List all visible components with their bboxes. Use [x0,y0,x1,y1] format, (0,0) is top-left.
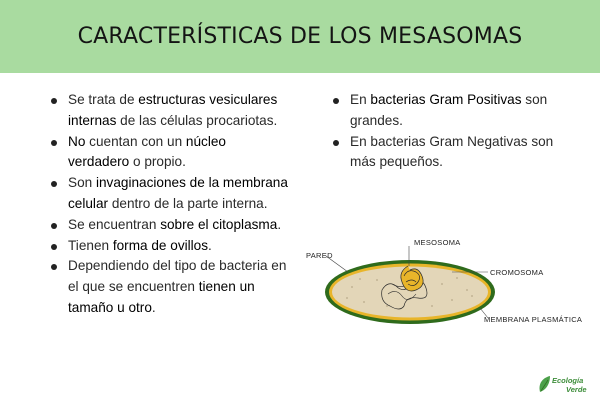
page-title: CARACTERÍSTICAS DE LOS MESASOMAS [77,24,523,49]
svg-text:Ecología: Ecología [552,376,584,385]
label-membrana: MEMBRANA PLASMÁTICA [484,315,583,324]
label-cromosoma: CROMOSOMA [490,268,544,277]
list-item: No cuentan con un núcleo verdadero o propio. [48,132,288,174]
list-item: Tienen forma de ovillos. [48,236,288,257]
characteristics-list-right [330,90,580,173]
bacteria-diagram [302,232,592,332]
label-mesosoma: MESOSOMA [414,238,461,247]
list-item: En bacterias Gram Positivas son grandes. [330,90,580,132]
list-item: Dependiendo del tipo de bacteria en el que se encuentren tienen un tamaño u otro. [48,256,288,318]
header-banner [0,0,600,73]
list-item: Son invaginaciones de la membrana celular dentro de la parte interna. [48,173,288,215]
list-item: Se trata de estructuras vesiculares internas de las células procariotas. [48,90,288,132]
list-item: Se encuentran sobre el citoplasma. [48,215,288,236]
characteristics-list-left [48,90,288,319]
ecologia-verde-logo [536,372,596,396]
label-pared: PARED [306,251,333,260]
svg-text:Verde: Verde [566,385,587,394]
leaf-icon [539,376,550,392]
list-item: En bacterias Gram Negativas son más pequeños. [330,132,580,174]
